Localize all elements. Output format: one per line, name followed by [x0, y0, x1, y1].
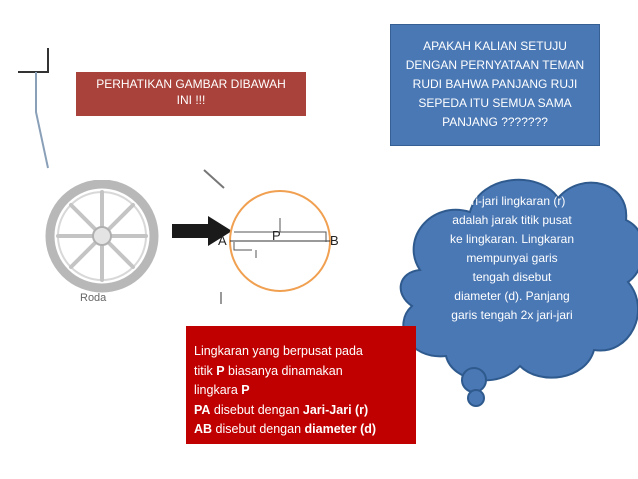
definition-line-2 — [194, 362, 408, 382]
definition-text: disebut dengan — [212, 422, 305, 436]
circle-diagram — [226, 186, 336, 298]
cloud-line: garis tengah 2x jari-jari — [451, 308, 573, 322]
point-b-label: B — [330, 233, 339, 248]
question-line: DENGAN PERNYATAAN TEMAN — [405, 58, 585, 72]
definition-line-3 — [194, 381, 408, 401]
cloud-line: diameter (d). Panjang — [454, 289, 570, 303]
instruction-line-2: INI !!! — [176, 93, 206, 107]
question-box — [390, 24, 600, 146]
decorative-mark — [216, 292, 226, 306]
definition-text: titik — [194, 363, 217, 378]
definition-bold: P — [216, 363, 225, 378]
cloud-line: ke lingkaran. Lingkaran — [449, 232, 575, 246]
instruction-line-1: PERHATIKAN GAMBAR DIBAWAH — [96, 77, 286, 91]
definition-text: disebut dengan — [210, 402, 303, 417]
question-line: SEPEDA ITU SEMUA SAMA — [418, 96, 572, 110]
cloud-line: adalah jarak titik pusat — [452, 213, 572, 227]
definition-line-5 — [194, 420, 408, 440]
wheel-image — [44, 180, 174, 300]
instruction-box — [76, 72, 306, 116]
definition-bold: P — [241, 383, 250, 397]
definition-text: biasanya dinamakan — [224, 363, 343, 378]
question-line: RUDI BAHWA PANJANG RUJI — [412, 77, 578, 91]
definition-bold: PA — [194, 402, 211, 417]
point-a-label: A — [218, 233, 227, 248]
cloud-text — [432, 192, 592, 325]
point-p-label: P — [272, 228, 281, 243]
cloud-line: mempunyai garis — [466, 251, 558, 265]
definition-box — [186, 326, 416, 444]
definition-line-4 — [194, 401, 408, 421]
wheel-label: Roda — [80, 292, 107, 304]
question-line: APAKAH KALIAN SETUJU — [423, 39, 567, 53]
definition-text: Lingkaran yang berpusat pada — [194, 344, 363, 358]
cloud-line: tengah disebut — [472, 270, 552, 284]
definition-bold: diameter (d) — [304, 422, 377, 436]
question-line: PANJANG ??????? — [442, 115, 548, 129]
definition-line-1 — [194, 342, 408, 362]
cloud-line: Jari-jari lingkaran (r) — [458, 194, 566, 208]
definition-text: lingkara — [194, 383, 242, 397]
definition-bold: Jari-Jari (r) — [302, 402, 369, 417]
definition-bold: AB — [194, 422, 213, 436]
